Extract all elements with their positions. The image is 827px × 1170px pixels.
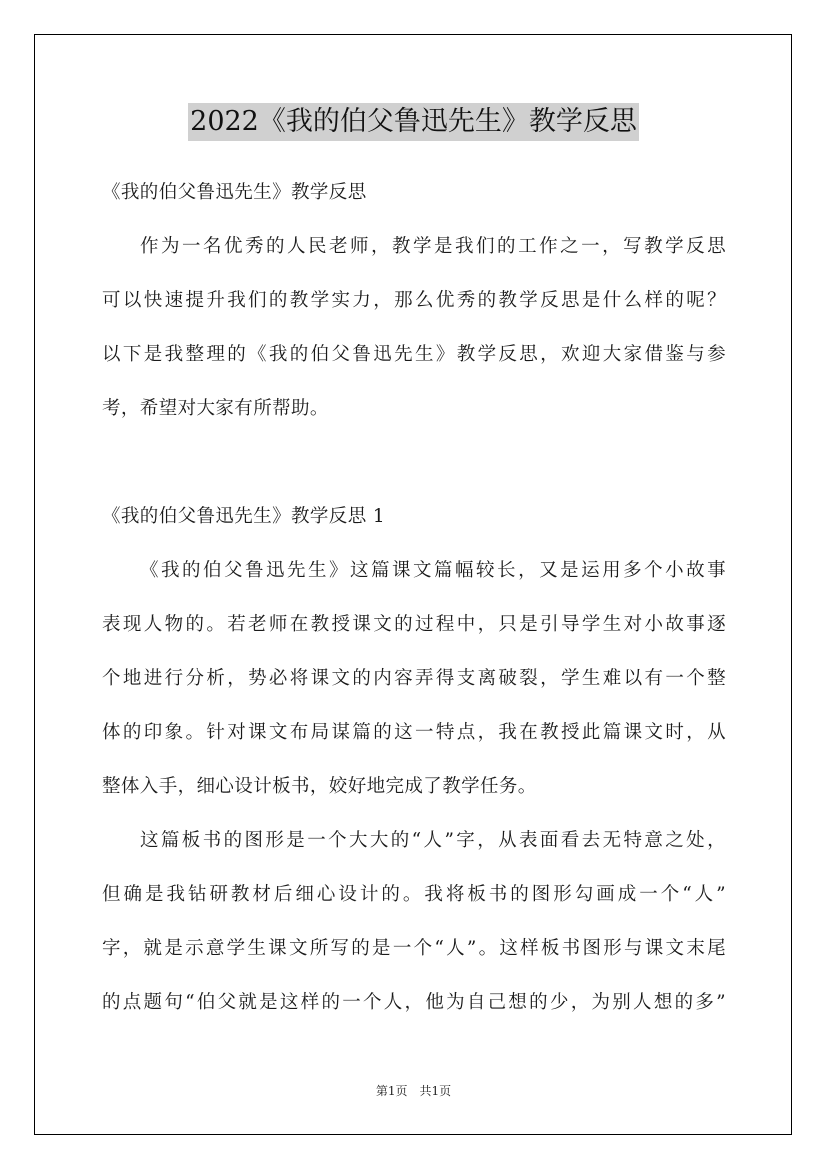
document-body <box>102 173 726 1037</box>
intro-line: 可以快速提升我们的教学实力，那么优秀的教学反思是什么样的呢？ <box>102 290 726 311</box>
page-footer <box>0 1082 827 1099</box>
paragraph1-line: 表现人物的。若老师在教授课文的过程中，只是引导学生对小故事逐 <box>102 614 726 635</box>
paragraph1-line: 《我的伯父鲁迅先生》这篇课文篇幅较长，又是运用多个小故事 <box>140 560 726 581</box>
paragraph2-line: 这篇板书的图形是一个大大的“人”字，从表面看去无特意之处， <box>140 830 726 851</box>
page-number: 第1页 共1页 <box>375 1084 452 1098</box>
paragraph2-line: 字，就是示意学生课文所写的是一个“人”。这样板书图形与课文末尾 <box>102 938 726 959</box>
title-container <box>0 103 827 141</box>
paragraph1-line: 整体入手，细心设计板书，姣好地完成了教学任务。 <box>102 776 537 797</box>
paragraph2-line: 的点题句“伯父就是这样的一个人，他为自己想的少，为别人想的多” <box>102 992 726 1013</box>
paragraph-gap <box>102 443 726 497</box>
document-title: 2022《我的伯父鲁迅先生》教学反思 <box>188 103 639 141</box>
intro-line: 以下是我整理的《我的伯父鲁迅先生》教学反思，欢迎大家借鉴与参 <box>102 344 726 365</box>
intro-line: 作为一名优秀的人民老师，教学是我们的工作之一，写教学反思 <box>140 236 726 257</box>
subtitle: 《我的伯父鲁迅先生》教学反思 <box>102 182 367 203</box>
section-heading: 《我的伯父鲁迅先生》教学反思 1 <box>102 506 386 527</box>
intro-line: 考，希望对大家有所帮助。 <box>102 398 329 419</box>
paragraph1-line: 个地进行分析，势必将课文的内容弄得支离破裂，学生难以有一个整 <box>102 668 726 689</box>
paragraph2-line: 但确是我钻研教材后细心设计的。我将板书的图形勾画成一个“人” <box>102 884 726 905</box>
paragraph1-line: 体的印象。针对课文布局谋篇的这一特点，我在教授此篇课文时，从 <box>102 722 726 743</box>
